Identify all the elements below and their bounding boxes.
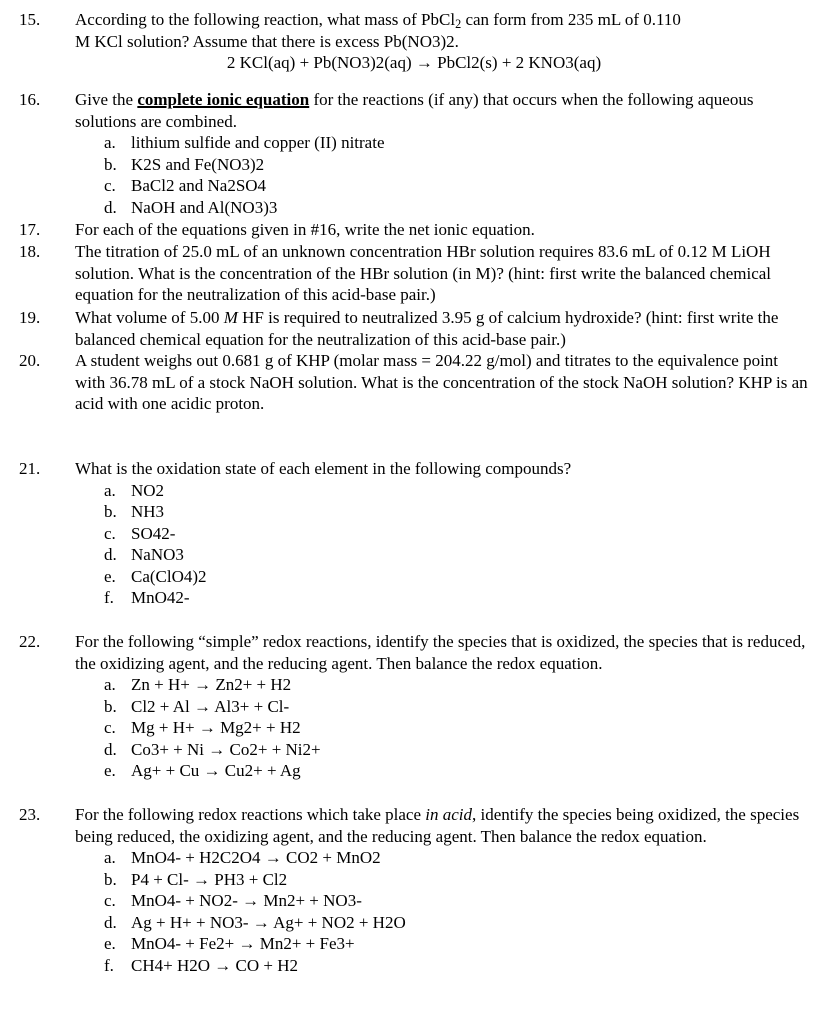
- list-item: a. MnO4- + H2C2O4 → CO2 + MnO2: [104, 848, 381, 867]
- emphasis: complete ionic equation: [137, 90, 310, 109]
- question-number: 21.: [19, 459, 41, 478]
- question-number: 18.: [19, 242, 41, 261]
- list-item: f. MnO42-: [104, 588, 190, 607]
- list-item: b. P4 + Cl- → PH3 + Cl2: [104, 869, 288, 889]
- list-item: c. MnO4- + NO2- → Mn2+ + NO3-: [104, 891, 362, 910]
- question-text: Give the complete ionic equation for the reactions (if any) that occurs when the following aqueous solutions are combined.: [75, 90, 754, 131]
- list-item: d. Co3+ + Ni → Co2+ + Ni2+: [104, 739, 321, 759]
- question-15: [19, 9, 809, 74]
- list-item: d. NaNO3: [104, 545, 184, 564]
- list-item: c. BaCl2 and Na2SO4: [104, 176, 267, 195]
- list-item: c. SO42-: [104, 523, 176, 543]
- list-item: e. MnO4- + Fe2+ → Mn2+ + Fe3+: [104, 934, 355, 953]
- question-text: What volume of 5.00 M HF is required to neutralized 3.95 g of calcium hydroxide? (hint: first write the balanced chemical equation for the neutralization of this acid-base pair.): [75, 308, 779, 349]
- question-18: [19, 241, 809, 306]
- list-item: e. Ag+ + Cu → Cu2+ + Ag: [104, 761, 301, 780]
- list-item: b. NH3: [104, 502, 165, 521]
- list-item: c. Mg + H+ → Mg2+ + H2: [104, 718, 301, 737]
- question-line: According to the following reaction, what mass of PbCl$_2$ can form from 235 mL of 0.110: [75, 10, 681, 32]
- question-text: The titration of 25.0 mL of an unknown concentration HBr solution requires 83.6 mL of 0.12 M LiOH solution. What is the concentration of the HBr solution (in M)? (hint: first write the balanced chemical equation for the neutralization of this acid-base pair.): [75, 242, 772, 304]
- question-number: 22.: [19, 632, 41, 651]
- question-text: [75, 9, 809, 52]
- question-number: 23.: [19, 805, 41, 824]
- question-number: 17.: [19, 220, 41, 239]
- list-item: a. NO2: [104, 480, 165, 500]
- question-17: [19, 219, 809, 241]
- question-number: 15.: [19, 10, 41, 29]
- list-item: f. CH4+ H2O → CO + H2: [104, 955, 298, 975]
- question-16: [19, 89, 809, 218]
- question-number: 19.: [19, 308, 41, 327]
- question-text: What is the oxidation state of each element in the following compounds?: [75, 459, 572, 478]
- question-number: 16.: [19, 90, 41, 109]
- question-text: A student weighs out 0.681 g of KHP (molar mass = 204.22 g/mol) and titrates to the equivalence point with 36.78 mL of a stock NaOH solution. What is the concentration of the stock NaOH solution? KHP is an acid with one acidic proton.: [75, 351, 808, 413]
- question-text: For each of the equations given in #16, write the net ionic equation.: [75, 220, 535, 239]
- list-item: d. NaOH and Al(NO3)3: [104, 197, 278, 217]
- question-line: M KCl solution? Assume that there is excess Pb(NO3)2.: [75, 31, 459, 51]
- question-19: [19, 307, 809, 350]
- list-item: a. Zn + H+ → Zn2+ + H2: [104, 675, 292, 694]
- question-text: For the following “simple” redox reactions, identify the species that is oxidized, the species that is reduced, the oxidizing agent, and the reducing agent. Then balance the redox equation.: [75, 632, 806, 673]
- list-item: a. lithium sulfide and copper (II) nitrate: [104, 133, 385, 152]
- list-item: d. Ag + H+ + NO3- → Ag+ + NO2 + H2O: [104, 912, 406, 932]
- question-22: [19, 631, 809, 782]
- question-text: For the following redox reactions which take place in acid, identify the species being oxidized, the species being reduced, the oxidizing agent, and the reducing agent. Then balance the redox equation.: [75, 805, 800, 846]
- question-number: 20.: [19, 351, 41, 370]
- chemical-equation: 2 KCl(aq) + Pb(NO3)2(aq) → PbCl2(s) + 2 KNO3(aq): [226, 53, 602, 72]
- list-item: b. K2S and Fe(NO3)2: [104, 154, 265, 174]
- question-21: [19, 458, 809, 609]
- list-item: b. Cl2 + Al → Al3+ + Cl-: [104, 696, 290, 716]
- list-item: e. Ca(ClO4)2: [104, 566, 207, 586]
- question-23: [19, 804, 809, 976]
- question-20: [19, 350, 809, 415]
